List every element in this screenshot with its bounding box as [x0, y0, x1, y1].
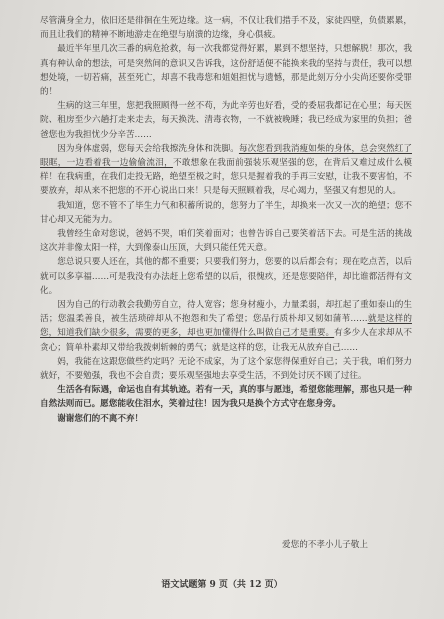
paragraph: 因为身体虚弱，您每天会给我擦洗身体和洗脚。每次您看到我消瘦如柴的身体，总会突然红了眼眶，一边看着我一边偷偷流泪，不敢想象在我面前强装乐观坚强的您，在背后又难过成什么模样！在我病重，在我们走投无路，绝望至极之时，您只是握着我的手再三安慰，让我不要害怕，不要放弃，却从来不把您的不开心说出口来！只是每天照顾着我，尽心竭力，坚强又有想见的人。	[40, 143, 412, 197]
paragraph: 我曾经生命对您说，爸妈不哭，咱们笑着面对；也曾告诉自己要笑着活下去。可是生活的挑战这次并非像太阳一样，大到像泰山压顶，大到只能任凭天意。	[40, 229, 412, 254]
paragraph: 最近半年里几次三番的病危抢救，每一次我都觉得好累，累到不想坚持，只想解脱！那次，我真有种认命的想法，可是突然间的意识又告诉我，这份舒适便不能换来我的坚持与责任，我可以想想处境，一切若痛，甚至死亡，却喜不我毒您和姐姐担忧与遗憾，那是此刻万分小尖尚还要你受罪的！	[40, 44, 412, 98]
paragraph: 您总说只要人还在，其他的都不重要；只要我们努力，您要的以后都会有；现在吃点苦，以后就可以多享福……可是我没有办法赶上您希望的以后，很愧疚，还是您要陪伴，却比谁都活得有文化。	[40, 257, 412, 296]
paragraph: 妈，我能在这跟您做些约定吗？无论不成家，为了这个家您得保重好自己；关于我，咱们努力就好，不要勉强，我也不会自责；要乐观坚强地去享受生活，不到处讨厌不顾了过往。	[40, 356, 412, 382]
paragraph: 生活各有际遇，命运也自有其轨迹。若有一天，真的事与愿违，希望您能理解，那也只是一种自然法则而已。愿您能收住泪水，笑着过往！因为我只是换个方式守在您身旁。	[40, 385, 412, 410]
page-footer: 语文试题第 9 页（共 12 页）	[161, 580, 283, 590]
paragraph: 生病的这三年里，您把我照顾得一丝不苟，为此辛劳也好看，受的委屈我都记在心里；每天医院、租房至少六趟打走来走去，每天换洗、清毒衣物，一不就被晚睡；我已经成为家里的负担；爸爸您也为我担忧少分辛苦……	[40, 101, 412, 140]
letter-body	[40, 14, 412, 426]
paragraph: 因为自己的行动教会我勤劳自立，待人宽容；您身材瘦小，力量柔弱，却扛起了重如泰山的生活；您温柔善良，被生活琐碎却从不抱怨和失了希望；您品行质朴却又韧如蒲苇……就是这样的您，知道我们缺少很多，需要的更多，却也更加懂得什么叫做自己才是重要。有多少人在求却从不贪心；简单朴素却又带给我拨刺斩棘的勇气；就是这样的您，让我无从放弃自己……	[40, 300, 412, 353]
paragraph: 我知道，您不管不了毕生力气和积蓄所说的，您努力了半生，却换来一次又一次的绝望；您不甘心却又无能为力。	[40, 200, 412, 225]
underlined-passage: 就是这样的您，知道我们缺少很多，需要的更多，却也更加懂得什么叫做自己才是重要。	[40, 314, 412, 339]
signature: 爱您的不孝小儿子敬上	[282, 540, 368, 550]
paragraph: 尽管满身全力，依旧还是徘徊在生死边缘。这一病，不仅让我们措手不及，家徒四壁，负债累累，而且让我们的精神不断地游走在绝望与崩溃的边缘，身心俱疲。	[40, 16, 412, 41]
paragraph: 谢谢您们的不离不弃！	[57, 413, 144, 424]
underlined-passage: 每次您看到我消瘦如柴的身体，总会突然红了眼眶，一边看着我一边偷偷流泪，	[40, 143, 412, 169]
